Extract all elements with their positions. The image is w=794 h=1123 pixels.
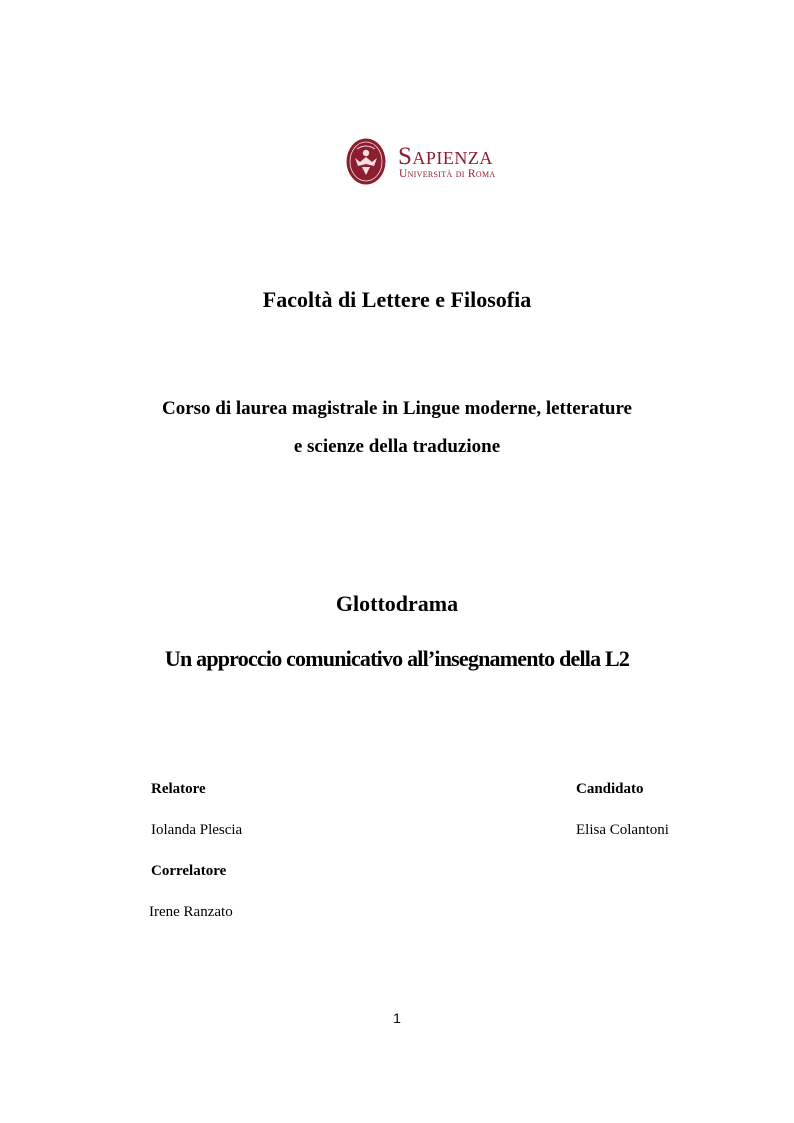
thesis-title: Glottodrama xyxy=(335,591,459,616)
thesis-subtitle: Un approccio comunicativo all’insegnamento della L2 xyxy=(164,646,630,671)
faculty-heading: Facoltà di Lettere e Filosofia xyxy=(262,287,532,312)
sapienza-seal-icon xyxy=(346,138,386,185)
course-line-2: e scienze della traduzione xyxy=(293,436,501,457)
relatore-name: Iolanda Plescia xyxy=(151,822,243,838)
candidato-label: Candidato xyxy=(576,781,644,797)
correlatore-name: Irene Ranzato xyxy=(149,904,233,920)
relatore-label: Relatore xyxy=(151,781,206,797)
candidato-name: Elisa Colantoni xyxy=(576,822,669,838)
university-logo xyxy=(346,138,506,188)
correlatore-label: Correlatore xyxy=(151,863,227,879)
page-number: 1 xyxy=(393,1010,401,1026)
course-line-1: Corso di laurea magistrale in Lingue moderne, letterature xyxy=(161,398,632,419)
logo-subtitle: Università di Roma xyxy=(399,168,496,180)
logo-name: Sapienza xyxy=(398,143,493,170)
